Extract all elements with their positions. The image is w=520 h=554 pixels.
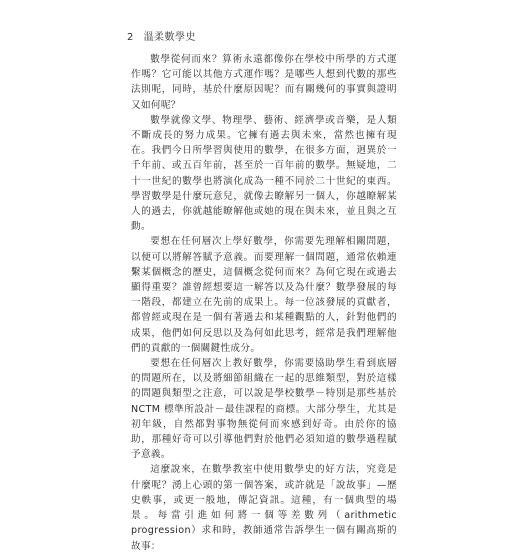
paragraph: 要想在任何層次上教好數學，你需要協助學生看到底層的問題所在，以及將細節組織在一起的思維類型，對於這樣的問題與類型之注意，可以說是學校數學－特別是那些基於 NCTM 標準所設計－最佳課程的商標。大部分學生，尤其是初年級，自然都對事物無從何而來感到好奇。由於你的協助，那種好奇可以引導他們對於他們必須知道的數學過程賦予意義。	[131, 358, 397, 461]
body-text	[131, 52, 397, 554]
paragraph: 數學從何而來？算術永遠都像你在學校中所學的方式運作嗎？它可能以其他方式運作嗎？是哪些人想到代數的那些法則呢，同時，基於什麼原因呢？而有關幾何的事實與證明又如何呢？	[131, 54, 397, 111]
paragraph: 這麼說來，在數學教室中使用數學史的好方法，究竟是什麼呢？湧上心頭的第一個答案，或許就是「說故事」—歷史軼事，或更一般地，傳記資訊。這種，有一個典型的場景。每當引進如何將一個等差數列（arithmetic progression）求和時，教師通常告訴學生一個有關高斯的故事：	[131, 464, 397, 552]
paragraph: 要想在任何層次上學好數學，你需要先理解相關問題，以便可以將解答賦予意義。而要理解一個問題，通常依賴連繫某個概念的歷史，這個概念從何而來？為何它現在或過去顯得重要？誰曾經想要這一解答以及為什麼？數學發展的每一階段，都建立在先前的成果上。每一位該發展的貢獻者，都曾經或現在是一個有著過去和某種觀點的人，針對他們的成果，他們如何反思以及為何如此思考，經常是我們理解他們的貢獻的一個關鍵性成分。	[131, 236, 397, 354]
running-head	[127, 28, 196, 43]
book-title: 溫柔數學史	[143, 32, 197, 43]
page-number: 2	[127, 32, 134, 43]
paragraph: 數學就像文學、物理學、藝術、經濟學或音樂，是人類不斷成長的努力成果。它擁有過去與未來，當然也擁有現在。我們今日所學習與使用的數學，在很多方面，迥異於一千年前、或五百年前，甚至於一百年前的數學。無疑地，二十一世紀的數學也將演化成為一種不同於二十世紀的東西。學習數學是什麼玩意兒，就像去瞭解另一個人，你越瞭解某人的過去，你就越能瞭解他或她的現在與未來，並且與之互動。	[131, 114, 397, 233]
